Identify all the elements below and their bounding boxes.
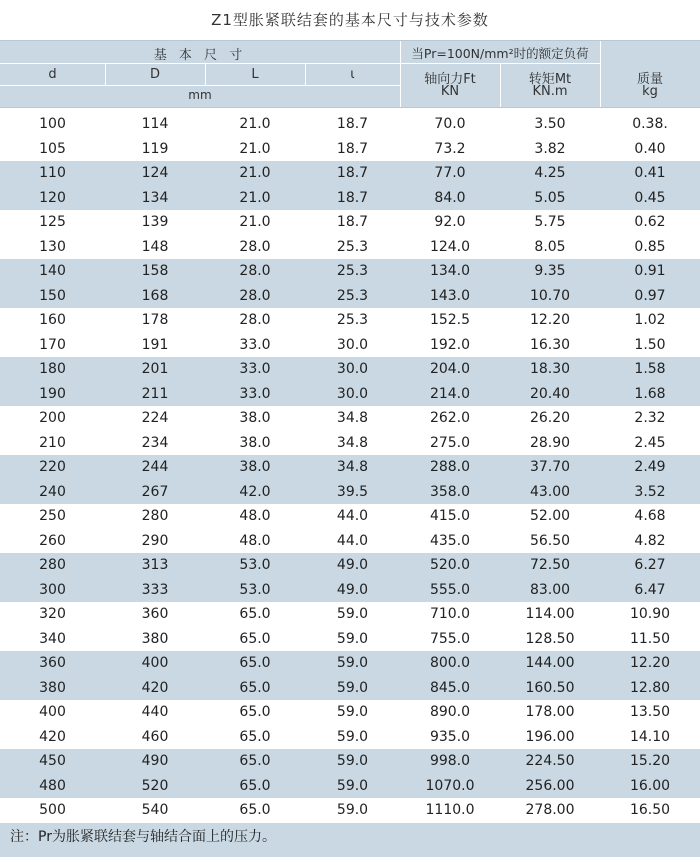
table-cell: 52.00 <box>529 508 571 524</box>
table-cell: 178.00 <box>525 704 575 720</box>
table-cell: 59.0 <box>336 777 369 794</box>
table-row <box>0 529 700 554</box>
table-cell: 100 <box>39 116 66 132</box>
table-cell: 59.0 <box>336 753 369 769</box>
table-row <box>0 137 700 162</box>
table-row <box>0 651 700 676</box>
table-cell: 845.0 <box>429 679 471 696</box>
table-cell: 211 <box>141 385 169 402</box>
table-header <box>0 40 700 108</box>
table-cell: 59.0 <box>336 606 369 622</box>
table-cell: 53.0 <box>239 557 271 573</box>
table-cell: 1.02 <box>634 312 666 328</box>
footnote: 注：Pr为胀紧联结套与轴结合面上的压力。 <box>0 823 700 857</box>
table-cell: 38.0 <box>239 434 271 451</box>
table-cell: 73.2 <box>434 140 466 157</box>
table-cell: 12.80 <box>629 679 671 696</box>
table-cell: 998.0 <box>429 753 471 769</box>
table-cell: 380 <box>39 679 66 696</box>
header-col-mt: 转矩Mt <box>528 72 572 87</box>
table-cell: 114.00 <box>525 606 575 622</box>
table-cell: 65.0 <box>239 655 271 671</box>
table-cell: 38.0 <box>239 410 271 426</box>
header-col-l: ι <box>350 67 355 82</box>
table-cell: 59.0 <box>336 802 369 818</box>
header-rated-load: 当Pr=100N/mm²时的额定负荷 <box>411 46 589 61</box>
table-cell: 34.8 <box>336 410 369 426</box>
table-cell: 0.38. <box>632 116 668 132</box>
table-cell: 15.20 <box>629 753 671 769</box>
table-cell: 278.00 <box>525 802 575 818</box>
table-cell: 160.50 <box>525 679 575 696</box>
table-cell: 10.70 <box>529 287 571 304</box>
table-cell: 2.45 <box>634 434 666 451</box>
table-cell: 21.0 <box>239 116 271 132</box>
table-row <box>0 480 700 505</box>
table-cell: 4.82 <box>634 532 666 549</box>
table-cell: 256.00 <box>525 777 575 794</box>
table-cell: 77.0 <box>434 165 466 181</box>
table-cell: 25.3 <box>336 312 369 328</box>
table-cell: 18.7 <box>336 189 369 206</box>
header-divider <box>0 63 400 64</box>
table-cell: 18.30 <box>529 361 571 377</box>
table-cell: 25.3 <box>336 238 369 255</box>
table-cell: 16.00 <box>629 777 671 794</box>
table-row <box>0 749 700 774</box>
table-row <box>0 382 700 407</box>
table-cell: 144.00 <box>525 655 575 671</box>
table-cell: 38.0 <box>239 459 271 475</box>
table-cell: 220 <box>39 459 66 475</box>
table-cell: 28.90 <box>529 434 571 451</box>
table-cell: 320 <box>39 606 66 622</box>
table-cell: 65.0 <box>239 728 271 745</box>
table-cell: 244 <box>141 459 169 475</box>
table-cell: 65.0 <box>239 679 271 696</box>
table-cell: 134.0 <box>429 263 471 279</box>
table-cell: 0.40 <box>634 140 666 157</box>
table-row <box>0 676 700 701</box>
table-cell: 128.50 <box>525 630 575 647</box>
table-row <box>0 284 700 309</box>
table-row <box>0 774 700 799</box>
table-cell: 30.0 <box>336 385 369 402</box>
table-cell: 18.7 <box>336 214 369 230</box>
table-cell: 20.40 <box>529 385 571 402</box>
table-cell: 42.0 <box>239 483 271 500</box>
table-cell: 44.0 <box>336 508 369 524</box>
table-cell: 262.0 <box>429 410 471 426</box>
table-cell: 28.0 <box>239 263 271 279</box>
table-cell: 10.90 <box>629 606 671 622</box>
table-cell: 92.0 <box>434 214 466 230</box>
table-cell: 1.58 <box>634 361 666 377</box>
table-cell: 158 <box>141 263 169 279</box>
table-row <box>0 798 700 823</box>
table-cell: 5.75 <box>534 214 566 230</box>
table-row <box>0 235 700 260</box>
table-row <box>0 700 700 725</box>
table-cell: 70.0 <box>434 116 466 132</box>
table-cell: 0.45 <box>634 189 666 206</box>
header-col-ft-unit: KN <box>440 84 460 99</box>
table-cell: 280 <box>39 557 66 573</box>
table-cell: 201 <box>141 361 169 377</box>
table-cell: 110 <box>39 165 66 181</box>
table-cell: 890.0 <box>429 704 471 720</box>
table-cell: 25.3 <box>336 263 369 279</box>
table-cell: 313 <box>141 557 169 573</box>
table-cell: 440 <box>141 704 169 720</box>
table-cell: 360 <box>39 655 66 671</box>
table-row <box>0 431 700 456</box>
table-cell: 140 <box>39 263 66 279</box>
table-cell: 280 <box>141 508 169 524</box>
table-row <box>0 406 700 431</box>
table-cell: 288.0 <box>429 459 471 475</box>
table-cell: 4.25 <box>534 165 566 181</box>
table-cell: 3.82 <box>534 140 566 157</box>
table-cell: 755.0 <box>429 630 471 647</box>
table-cell: 9.35 <box>534 263 566 279</box>
table-cell: 500 <box>39 802 66 818</box>
table-cell: 124.0 <box>429 238 471 255</box>
table-cell: 56.50 <box>529 532 571 549</box>
header-col-D: D <box>149 67 160 82</box>
table-cell: 234 <box>141 434 169 451</box>
table-row <box>0 308 700 333</box>
table-cell: 83.00 <box>529 581 571 598</box>
table-cell: 480 <box>39 777 66 794</box>
table-cell: 1.68 <box>634 385 666 402</box>
table-cell: 190 <box>39 385 66 402</box>
table-row <box>0 553 700 578</box>
table-cell: 119 <box>141 140 169 157</box>
table-cell: 224.50 <box>525 753 575 769</box>
table-cell: 65.0 <box>239 753 271 769</box>
table-cell: 0.41 <box>634 165 666 181</box>
table-cell: 380 <box>141 630 169 647</box>
table-cell: 490 <box>141 753 169 769</box>
table-cell: 65.0 <box>239 802 271 818</box>
table-cell: 214.0 <box>429 385 471 402</box>
table-cell: 21.0 <box>239 189 271 206</box>
table-row <box>0 504 700 529</box>
table-cell: 28.0 <box>239 312 271 328</box>
table-cell: 48.0 <box>239 508 271 524</box>
table-cell: 143.0 <box>429 287 471 304</box>
table-title: Z1型胀紧联结套的基本尺寸与技术参数 <box>0 0 700 40</box>
table-cell: 44.0 <box>336 532 369 549</box>
table-cell: 134 <box>141 189 169 206</box>
table-cell: 49.0 <box>336 581 369 598</box>
table-cell: 59.0 <box>336 630 369 647</box>
table-cell: 340 <box>39 630 66 647</box>
table-cell: 21.0 <box>239 140 271 157</box>
table-cell: 43.00 <box>529 483 571 500</box>
table-row <box>0 259 700 284</box>
table-cell: 34.8 <box>336 459 369 475</box>
table-cell: 210 <box>39 434 66 451</box>
table-cell: 65.0 <box>239 606 271 622</box>
table-cell: 192.0 <box>429 336 471 353</box>
table-cell: 125 <box>39 214 66 230</box>
table-cell: 4.68 <box>634 508 666 524</box>
table-cell: 2.49 <box>634 459 666 475</box>
table-row <box>0 112 700 137</box>
table-cell: 0.91 <box>634 263 666 279</box>
table-cell: 250 <box>39 508 66 524</box>
table-cell: 21.0 <box>239 214 271 230</box>
table-cell: 200 <box>39 410 66 426</box>
table-cell: 14.10 <box>629 728 671 745</box>
table-cell: 124 <box>141 165 169 181</box>
table-row <box>0 210 700 235</box>
table-cell: 400 <box>39 704 66 720</box>
header-unit-mm: mm <box>188 88 212 102</box>
table-cell: 34.8 <box>336 434 369 451</box>
table-cell: 25.3 <box>336 287 369 304</box>
header-col-mt-unit: KN.m <box>532 84 568 99</box>
table-cell: 0.97 <box>634 287 666 304</box>
table-cell: 30.0 <box>336 336 369 353</box>
header-col-mass-unit: kg <box>642 84 658 99</box>
table-cell: 520.0 <box>429 557 471 573</box>
table-row <box>0 455 700 480</box>
table-cell: 18.7 <box>336 165 369 181</box>
table-cell: 196.00 <box>525 728 575 745</box>
table-cell: 360 <box>141 606 169 622</box>
table-cell: 30.0 <box>336 361 369 377</box>
table-cell: 152.5 <box>429 312 471 328</box>
table-cell: 520 <box>141 777 169 794</box>
table-cell: 13.50 <box>629 704 671 720</box>
table-cell: 18.7 <box>336 140 369 157</box>
table-cell: 240 <box>39 483 66 500</box>
table-cell: 59.0 <box>336 655 369 671</box>
table-cell: 65.0 <box>239 630 271 647</box>
table-cell: 1110.0 <box>425 802 475 818</box>
table-cell: 5.05 <box>534 189 566 206</box>
table-cell: 400 <box>141 655 169 671</box>
table-cell: 178 <box>141 312 169 328</box>
table-cell: 37.70 <box>529 459 571 475</box>
header-divider <box>0 85 400 86</box>
table-cell: 0.85 <box>634 238 666 255</box>
table-cell: 21.0 <box>239 165 271 181</box>
header-basic-dims: 基 本 尺 寸 <box>153 48 247 63</box>
table-cell: 12.20 <box>629 655 671 671</box>
table-cell: 2.32 <box>634 410 666 426</box>
table-cell: 267 <box>141 483 169 500</box>
table-cell: 148 <box>141 238 169 255</box>
table-row <box>0 333 700 358</box>
header-col-ft: 轴向力Ft <box>424 72 476 87</box>
table-cell: 28.0 <box>239 238 271 255</box>
table-cell: 180 <box>39 361 66 377</box>
table-cell: 33.0 <box>239 385 271 402</box>
table-cell: 28.0 <box>239 287 271 304</box>
table-cell: 333 <box>141 581 169 598</box>
table-cell: 8.05 <box>534 238 566 255</box>
table-cell: 935.0 <box>429 728 471 745</box>
table-row <box>0 357 700 382</box>
table-cell: 710.0 <box>429 606 471 622</box>
table-cell: 540 <box>141 802 169 818</box>
table-cell: 1070.0 <box>425 777 475 794</box>
table-cell: 170 <box>39 336 66 353</box>
table-body <box>0 108 700 823</box>
table-cell: 130 <box>39 238 66 255</box>
table-cell: 358.0 <box>429 483 471 500</box>
table-cell: 139 <box>141 214 169 230</box>
header-col-mass: 质量 <box>636 72 663 87</box>
table-cell: 290 <box>141 532 169 549</box>
table-cell: 11.50 <box>629 630 671 647</box>
table-cell: 59.0 <box>336 679 369 696</box>
table-cell: 1.50 <box>634 336 666 353</box>
table-cell: 460 <box>141 728 169 745</box>
table-cell: 260 <box>39 532 66 549</box>
table-cell: 120 <box>39 189 66 206</box>
table-cell: 275.0 <box>429 434 471 451</box>
table-cell: 3.50 <box>534 116 566 132</box>
table-row <box>0 186 700 211</box>
table-cell: 65.0 <box>239 704 271 720</box>
table-cell: 6.27 <box>634 557 666 573</box>
table-cell: 105 <box>39 140 66 157</box>
table-cell: 415.0 <box>429 508 471 524</box>
table-cell: 6.47 <box>634 581 666 598</box>
table-row <box>0 161 700 186</box>
table-cell: 555.0 <box>429 581 471 598</box>
table-cell: 160 <box>39 312 66 328</box>
table-cell: 49.0 <box>336 557 369 573</box>
table-cell: 16.30 <box>529 336 571 353</box>
table-row <box>0 627 700 652</box>
table-cell: 18.7 <box>336 116 369 132</box>
table-cell: 72.50 <box>529 557 571 573</box>
table-cell: 435.0 <box>429 532 471 549</box>
table-cell: 114 <box>141 116 169 132</box>
table-cell: 59.0 <box>336 704 369 720</box>
table-cell: 150 <box>39 287 66 304</box>
table-cell: 33.0 <box>239 336 271 353</box>
table-cell: 33.0 <box>239 361 271 377</box>
table-row <box>0 602 700 627</box>
header-col-d: d <box>48 67 57 82</box>
table-row <box>0 725 700 750</box>
table-cell: 300 <box>39 581 66 598</box>
table-cell: 59.0 <box>336 728 369 745</box>
table-cell: 450 <box>39 753 66 769</box>
table-cell: 84.0 <box>434 189 466 206</box>
table-cell: 224 <box>141 410 169 426</box>
table-cell: 48.0 <box>239 532 271 549</box>
table-cell: 53.0 <box>239 581 271 598</box>
table-cell: 65.0 <box>239 777 271 794</box>
table-cell: 16.50 <box>629 802 671 818</box>
table-cell: 39.5 <box>336 483 369 500</box>
table-row <box>0 578 700 603</box>
table-cell: 420 <box>39 728 66 745</box>
table-cell: 3.52 <box>634 483 666 500</box>
table-cell: 420 <box>141 679 169 696</box>
table-cell: 204.0 <box>429 361 471 377</box>
table-cell: 26.20 <box>529 410 571 426</box>
table-cell: 12.20 <box>529 312 571 328</box>
table-cell: 0.62 <box>634 214 666 230</box>
table-cell: 800.0 <box>429 655 471 671</box>
table-cell: 191 <box>141 336 169 353</box>
header-col-L: L <box>251 67 259 82</box>
table-cell: 168 <box>141 287 169 304</box>
